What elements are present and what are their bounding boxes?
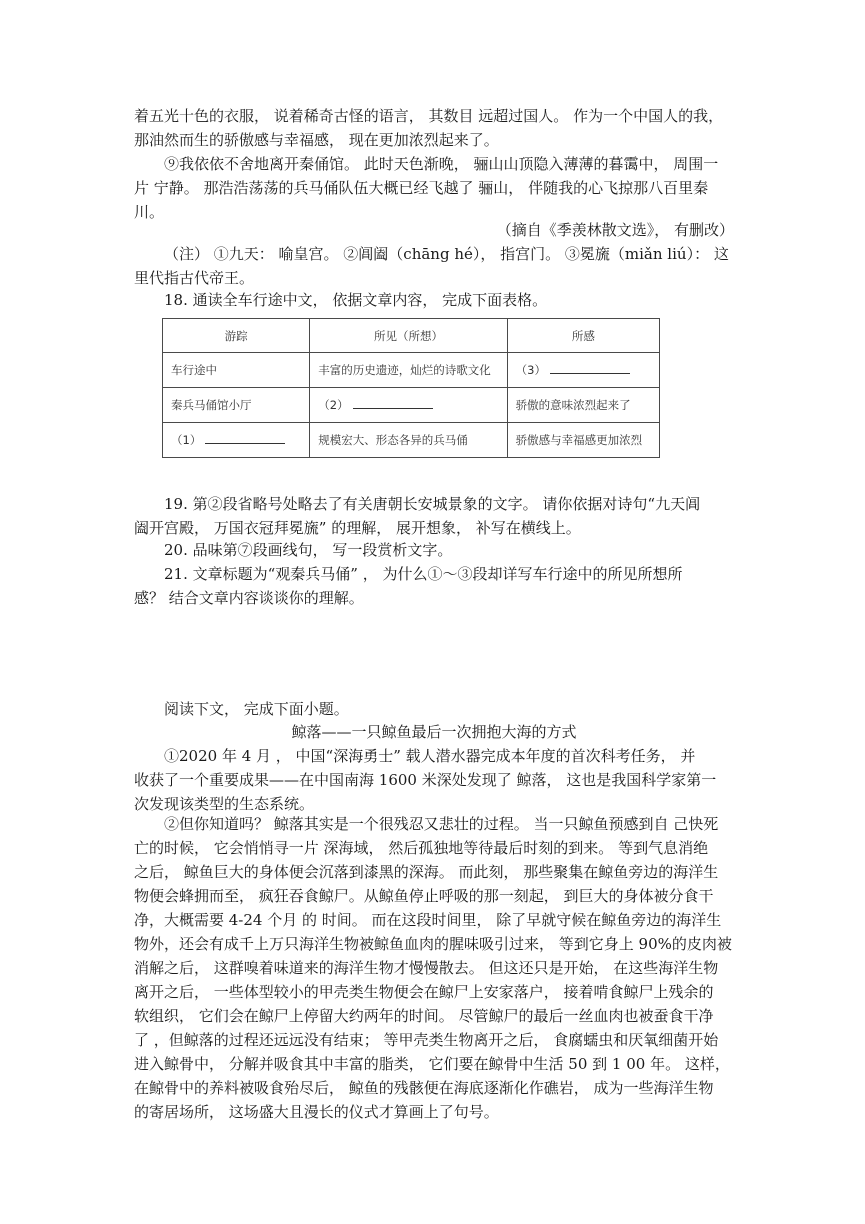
question-21 (134, 562, 734, 610)
table-header-row (163, 319, 660, 353)
text-line: ①2020 年 4 月 ， 中国“深海勇士” 载人潜水器完成本年度的首次科考任务， 并 (164, 747, 696, 765)
reading-instruction (134, 697, 734, 721)
text-line: 川。 (134, 203, 165, 221)
text-line: 离开之后， 一些体型较小的甲壳类生物便会在鲸尸上安家落户， 接着啃食鲸尸上残余的 (134, 983, 714, 1001)
annotation-notes (134, 242, 734, 290)
text-line: ⑨我依依不舍地离开秦俑馆。 此时天色渐晚， 骊山山顶隐入薄薄的暮霭中， 周围一 (164, 155, 719, 173)
text-line: 收获了一个重要成果——在中国南海 1600 米深处发现了 鲸落， 这也是我国科学家第一 (134, 771, 717, 789)
source-citation (134, 218, 734, 242)
blank-label: （3） (515, 363, 546, 377)
table-cell: 规模宏大、形态各异的兵马俑 (310, 423, 507, 458)
question-19 (134, 492, 734, 540)
journey-table (162, 318, 660, 458)
table-header-cell: 所见（所想） (310, 319, 507, 353)
text-line: 之后， 鲸鱼巨大的身体便会沉落到漆黑的深海。 而此刻， 那些聚集在鲸鱼旁边的海洋生 (134, 863, 719, 881)
text-line: 20. 品味第⑦段画线句， 写一段赏析文字。 (164, 541, 453, 559)
text-line: 次发现该类型的生态系统。 (134, 795, 315, 813)
text-line: 阖开宫殿， 万国衣冠拜冕旒” 的理解， 展开想象， 补写在横线上。 (134, 519, 581, 537)
text-line: （摘自《季羡林散文选》， 有删改） (496, 221, 734, 239)
article-paragraph-1 (134, 744, 734, 816)
table-header-cell: 游踪 (163, 319, 310, 353)
text-line: 净，大概需要 4-24 个月 的 时间。 而在这段时间里， 除了早就守候在鲸鱼旁边的海洋生 (134, 911, 722, 929)
text-line: 亡的时候， 它会悄悄寻一片 深海域， 然后孤独地等待最后时刻的到来。 等到气息消绝 (134, 839, 709, 857)
text-line: 21. 文章标题为“观秦兵马俑” ， 为什么①～③段却详写车行途中的所见所想所 (164, 565, 683, 583)
answer-line (550, 363, 630, 374)
text-line: 鲸落——一只鲸鱼最后一次拥抱大海的方式 (291, 723, 577, 741)
text-line: 18. 通读全车行途中文， 依据文章内容， 完成下面表格。 (164, 291, 548, 309)
table-cell-blank[interactable] (507, 353, 659, 388)
text-line: 了 ，但鲸落的过程还远远没有结束； 等甲壳类生物离开之后， 食腐蠕虫和厌氧细菌开始 (134, 1031, 719, 1049)
text-line: 着五光十色的衣服， 说着稀奇古怪的语言， 其数目 远超过国人。 作为一个中国人的我， (134, 107, 724, 125)
text-line: 软组织， 它们会在鲸尸上停留大约两年的时间。 尽管鲸尸的最后一丝血肉也被蚕食干净 (134, 1007, 714, 1025)
paragraph-9 (134, 152, 734, 224)
table-cell: 车行途中 (163, 353, 310, 388)
table-cell: 丰富的历史遗迹，灿烂的诗歌文化 (310, 353, 507, 388)
text-line: 19. 第②段省略号处略去了有关唐朝长安城景象的文字。 请你依据对诗句“九天阊 (164, 495, 701, 513)
text-line: 进入鲸骨中， 分解并吸食其中丰富的脂类， 它们要在鲸骨中生活 50 到 1 00 年。 这样， (134, 1055, 730, 1073)
text-line: 在鲸骨中的养料被吸食殆尽后， 鲸鱼的残骸便在海底逐渐化作礁岩， 成为一些海洋生物 (134, 1079, 714, 1097)
table-row (163, 388, 660, 423)
table-row (163, 353, 660, 388)
blank-label: （1） (171, 433, 202, 447)
table-header-cell: 所感 (507, 319, 659, 353)
text-line: 感？ 结合文章内容谈谈你的理解。 (134, 589, 364, 607)
paragraph-8 (134, 104, 734, 152)
text-line: 物便会蜂拥而至， 疯狂吞食鲸尸。从鲸鱼停止呼吸的那一刻起， 到巨大的身体被分食干 (134, 887, 714, 905)
text-line: （注） ①九天： 喻皇宫。 ②阊阖（chāng hé）， 指宫门。 ③冕旒（miǎn liú）： 这 (164, 245, 729, 263)
text-line: 那油然而生的骄傲感与幸福感， 现在更加浓烈起来了。 (134, 131, 499, 149)
table-cell: 秦兵马俑馆小厅 (163, 388, 310, 423)
text-line: 物外，还会有成千上万只海洋生物被鲸鱼血肉的腥味吸引过来， 等到它身上 90%的皮肉被 (134, 935, 732, 953)
text-line: 阅读下文， 完成下面小题。 (164, 700, 349, 718)
question-18 (134, 288, 734, 312)
text-line: 消解之后， 这群嗅着味道来的海洋生物才慢慢散去。 但这还只是开始， 在这些海洋生物 (134, 959, 719, 977)
article-title (134, 720, 734, 744)
table-cell-blank[interactable] (310, 388, 507, 423)
table-cell: 骄傲的意味浓烈起来了 (507, 388, 659, 423)
answer-line (353, 398, 433, 409)
table-cell: 骄傲感与幸福感更加浓烈 (507, 423, 659, 458)
text-line: 里代指古代帝王。 (134, 269, 255, 287)
article-paragraph-2 (134, 812, 734, 1124)
table-row (163, 423, 660, 458)
answer-line (205, 433, 285, 444)
blank-label: （2） (318, 398, 349, 412)
question-20 (134, 538, 734, 562)
text-line: 片 宁静。 那浩浩荡荡的兵马俑队伍大概已经飞越了 骊山， 伴随我的心飞掠那八百里秦 (134, 179, 709, 197)
table-cell-blank[interactable] (163, 423, 310, 458)
text-line: 的寄居场所， 这场盛大且漫长的仪式才算画上了句号。 (134, 1103, 499, 1121)
text-line: ②但你知道吗？ 鲸落其实是一个很残忍又悲壮的过程。 当一只鲸鱼预感到自 己快死 (164, 815, 719, 833)
